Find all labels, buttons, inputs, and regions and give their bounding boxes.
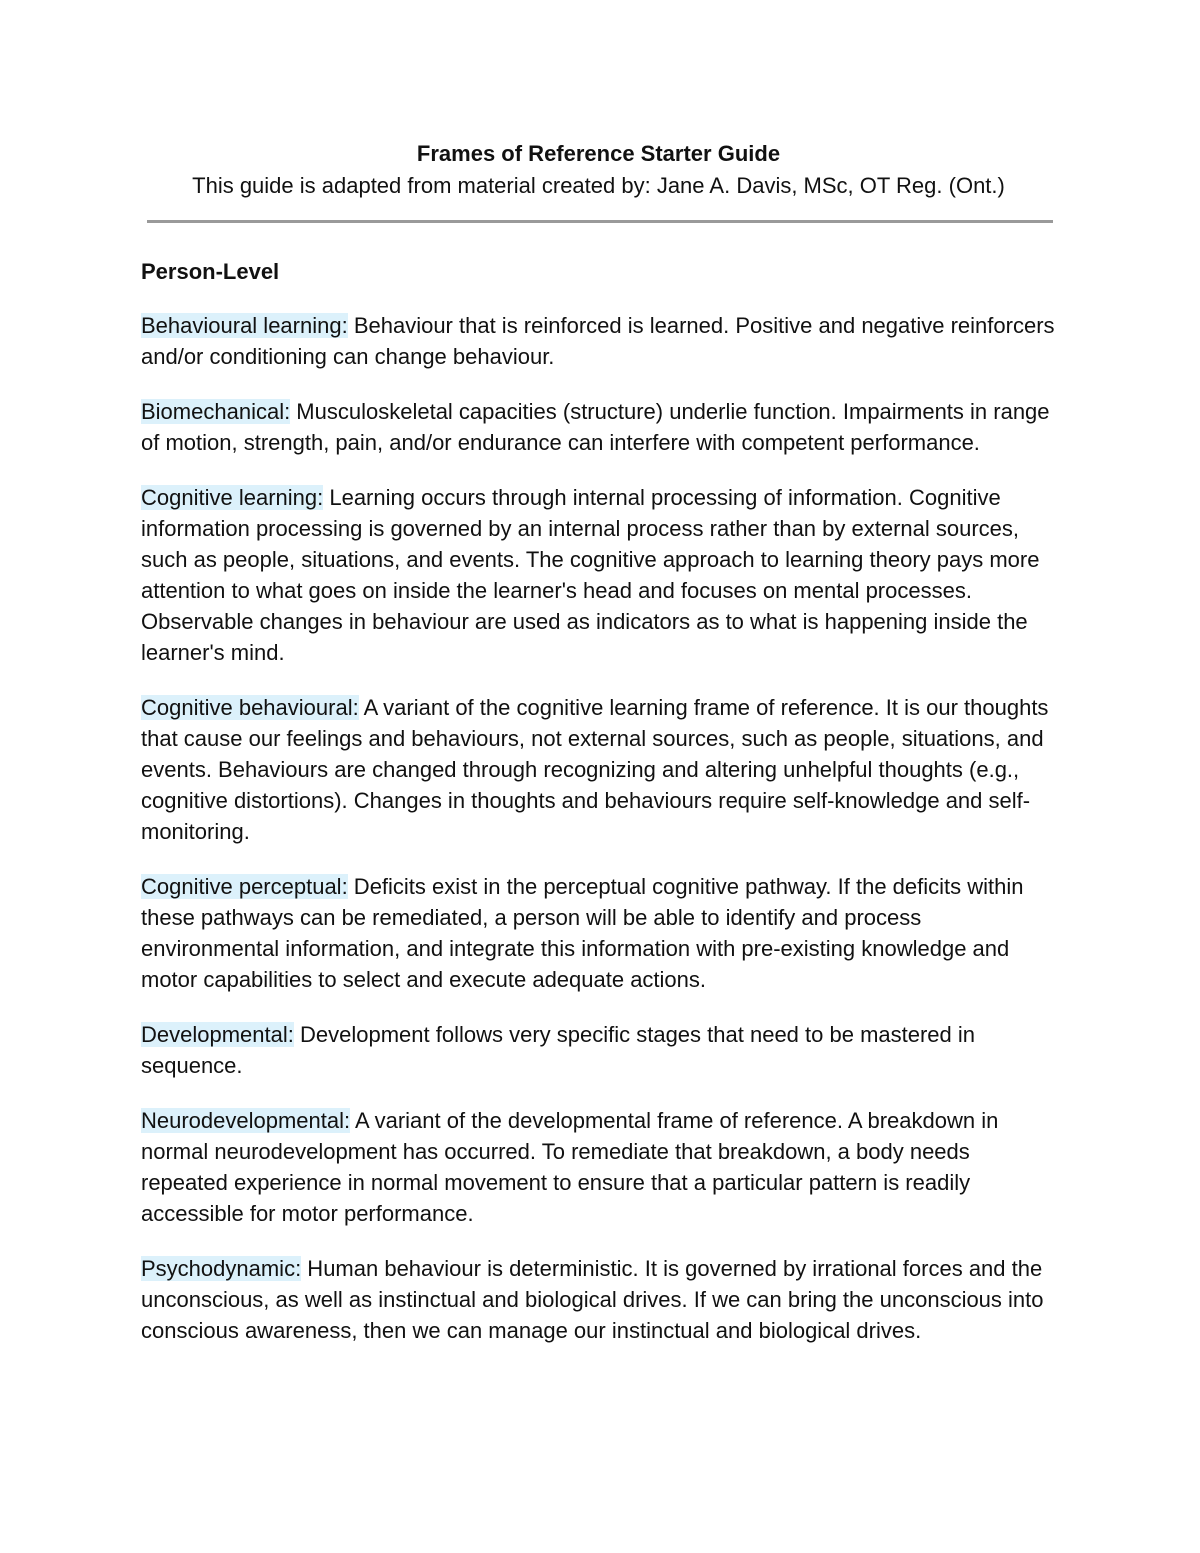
definition-term: Developmental:: [141, 1022, 294, 1047]
definition-psychodynamic: [141, 1253, 1056, 1346]
definition-cognitive-learning: [141, 482, 1056, 668]
horizontal-divider: [147, 220, 1053, 223]
definition-cognitive-perceptual: [141, 871, 1056, 995]
document-page: [141, 138, 1056, 1370]
definition-behavioural-learning: [141, 310, 1056, 372]
document-subtitle: This guide is adapted from material created by: Jane A. Davis, MSc, OT Reg. (Ont.): [192, 173, 1005, 198]
definition-term: Cognitive learning:: [141, 485, 324, 510]
definition-term: Cognitive behavioural:: [141, 695, 359, 720]
definition-term: Psychodynamic:: [141, 1256, 302, 1281]
definition-neurodevelopmental: [141, 1105, 1056, 1229]
definition-term: Behavioural learning:: [141, 313, 348, 338]
definition-text: Human behaviour is deterministic. It is governed by irrational forces and the unconscious, as well as instinctual and biological drives. If we can bring the unconscious into conscious awareness, then we can manage our instinctual and biological drives.: [141, 1256, 1044, 1343]
definition-text: Learning occurs through internal processing of information. Cognitive information processing is governed by an internal process rather than by external sources, such as people, situations, and events. The cognitive approach to learning theory pays more attention to what goes on inside the learner's head and focuses on mental processes. Observable changes in behaviour are used as indicators as to what is happening inside the learner's mind.: [141, 485, 1040, 665]
section-heading: Person-Level: [141, 259, 280, 284]
definition-text: Behaviour that is reinforced is learned. Positive and negative reinforcers and/or conditioning can change behaviour.: [141, 313, 1055, 369]
definition-text: A variant of the cognitive learning frame of reference. It is our thoughts that cause our feelings and behaviours, not external sources, such as people, situations, and events. Behaviours are changed through recognizing and altering unhelpful thoughts (e.g., cognitive distortions). Changes in thoughts and behaviours require self-knowledge and self-monitoring.: [141, 695, 1049, 844]
definition-term: Cognitive perceptual:: [141, 874, 348, 899]
definition-list: [141, 310, 1056, 1346]
definition-term: Neurodevelopmental:: [141, 1108, 351, 1133]
definition-text: Musculoskeletal capacities (structure) underlie function. Impairments in range of motion, strength, pain, and/or endurance can interfere with competent performance.: [141, 399, 1050, 455]
definition-biomechanical: [141, 396, 1056, 458]
definition-term: Biomechanical:: [141, 399, 291, 424]
definition-text: Deficits exist in the perceptual cognitive pathway. If the deficits within these pathways can be remediated, a person will be able to identify and process environmental information, and integrate this information with pre-existing knowledge and motor capabilities to select and execute adequate actions.: [141, 874, 1024, 992]
definition-developmental: [141, 1019, 1056, 1081]
document-title: Frames of Reference Starter Guide: [416, 141, 781, 166]
definition-text: A variant of the developmental frame of reference. A breakdown in normal neurodevelopment has occurred. To remediate that breakdown, a body needs repeated experience in normal movement to ensure that a particular pattern is readily accessible for motor performance.: [141, 1108, 999, 1226]
definition-text: Development follows very specific stages that need to be mastered in sequence.: [141, 1022, 976, 1078]
definition-cognitive-behavioural: [141, 692, 1056, 847]
